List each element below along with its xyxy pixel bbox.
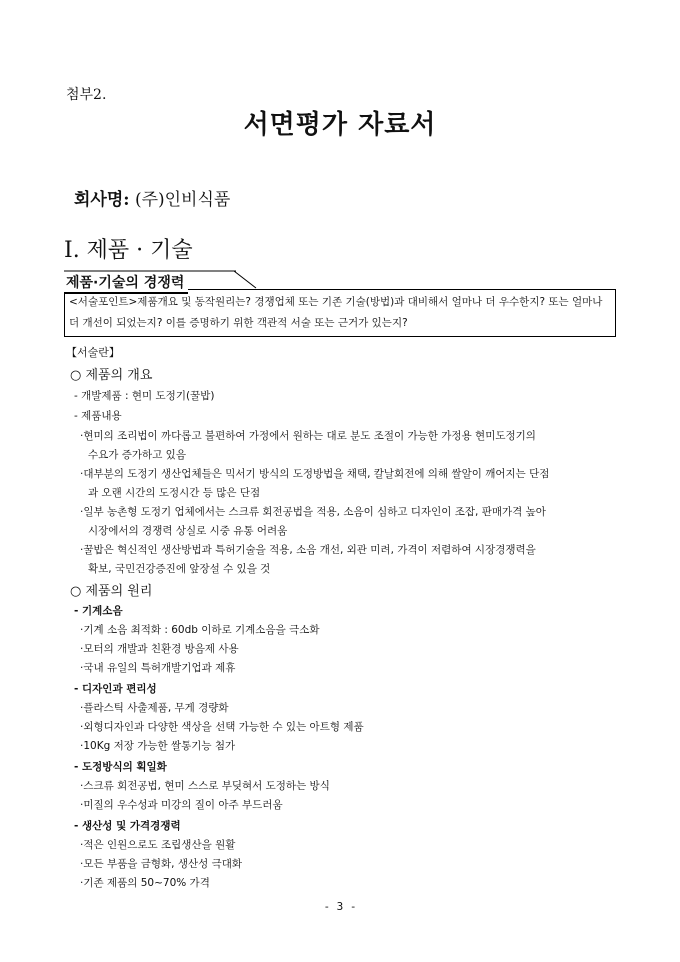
group-title: - 도정방식의 획일화 [74,761,167,773]
principle-heading: ○ 제품의 원리 [70,584,153,599]
tab-slant-decoration [234,270,264,289]
group-title: - 디자인과 편리성 [74,683,157,695]
list-item-cont: 확보, 국민건강증진에 앞장설 수 있을 것 [88,563,271,575]
list-item: ·모터의 개발과 친환경 방음제 사용 [80,643,239,655]
list-item: ·기존 제품의 50~70% 가격 [80,877,210,889]
list-item: ·국내 유일의 특허개발기업과 제휴 [80,662,236,674]
list-item: ·미질의 우수성과 미강의 질이 아주 부드러움 [80,799,283,811]
company-label: 회사명: [74,190,130,210]
list-item: ·기계 소음 최적화 : 60db 이하로 기계소음을 극소화 [80,624,320,636]
document-title: 서면평가 자료서 [243,110,437,140]
subsection-block [64,270,616,337]
list-item: ·플라스틱 사출제품, 무게 경량화 [80,702,229,714]
list-item: ·현미의 조리법이 까다롭고 불편하여 가정에서 원하는 대로 분도 조절이 가능한 가정용 현미도정기의 [80,430,536,442]
page-number: - 3 - [323,900,357,913]
list-item: ·대부분의 도정기 생산업체들은 믹서기 방식의 도정방법을 채택, 칼날회전에 의해 쌀알이 깨어지는 단점 [80,468,550,480]
tab-top-line [64,270,236,272]
list-item: ·모든 부품을 금형화, 생산성 극대화 [80,858,243,870]
guide-box: <서술포인트>제품개요 및 동작원리는? 경쟁업체 또는 기존 기술(방법)과 대비해서 얼마나 더 우수한지? 또는 얼마나 더 개선이 되었는지? 이를 증명하기 위한 객관적 서술 또는 근거가 있는지? [64,289,616,337]
company-line [74,185,230,210]
list-item: ·외형디자인과 다양한 색상을 선택 가능한 수 있는 아트형 제품 [80,721,364,733]
subsection-tab-title: 제품·기술의 경쟁력 [64,270,188,294]
product-content: - 제품내용 [74,410,122,422]
list-item: ·꿀밥은 혁신적인 생산방법과 특허기술을 적용, 소음 개선, 외관 미려, 가격이 저렴하여 시장경쟁력을 [80,544,536,556]
overview-heading: ○ 제품의 개요 [70,368,153,383]
dev-product: - 개발제품 : 현미 도정기(꿀밥) [74,390,215,402]
list-item: ·스크류 회전공법, 현미 스스로 부딪혀서 도정하는 방식 [80,780,330,792]
attachment-label: 첨부2. [66,87,107,103]
section-heading: Ⅰ. 제품 · 기술 [64,238,193,263]
list-item-cont: 시장에서의 경쟁력 상실로 시중 유통 어려움 [88,525,288,537]
group-title: - 생산성 및 가격경쟁력 [74,820,181,832]
list-item: ·10Kg 저장 가능한 쌀통기능 첨가 [80,740,236,752]
list-item: ·적은 인원으로도 조립생산을 원활 [80,839,236,851]
list-item: ·일부 농촌형 도정기 업체에서는 스크류 회전공법을 적용, 소음이 심하고 디자인이 조잡, 판매가격 높아 [80,506,546,518]
group-title: - 기계소음 [74,605,123,617]
list-item-cont: 과 오랜 시간의 도정시간 등 많은 단점 [88,487,261,499]
body-label: 【서술란】 [66,346,120,359]
list-item-cont: 수요가 증가하고 있음 [88,449,186,461]
company-name: (주)인비식품 [134,190,231,210]
